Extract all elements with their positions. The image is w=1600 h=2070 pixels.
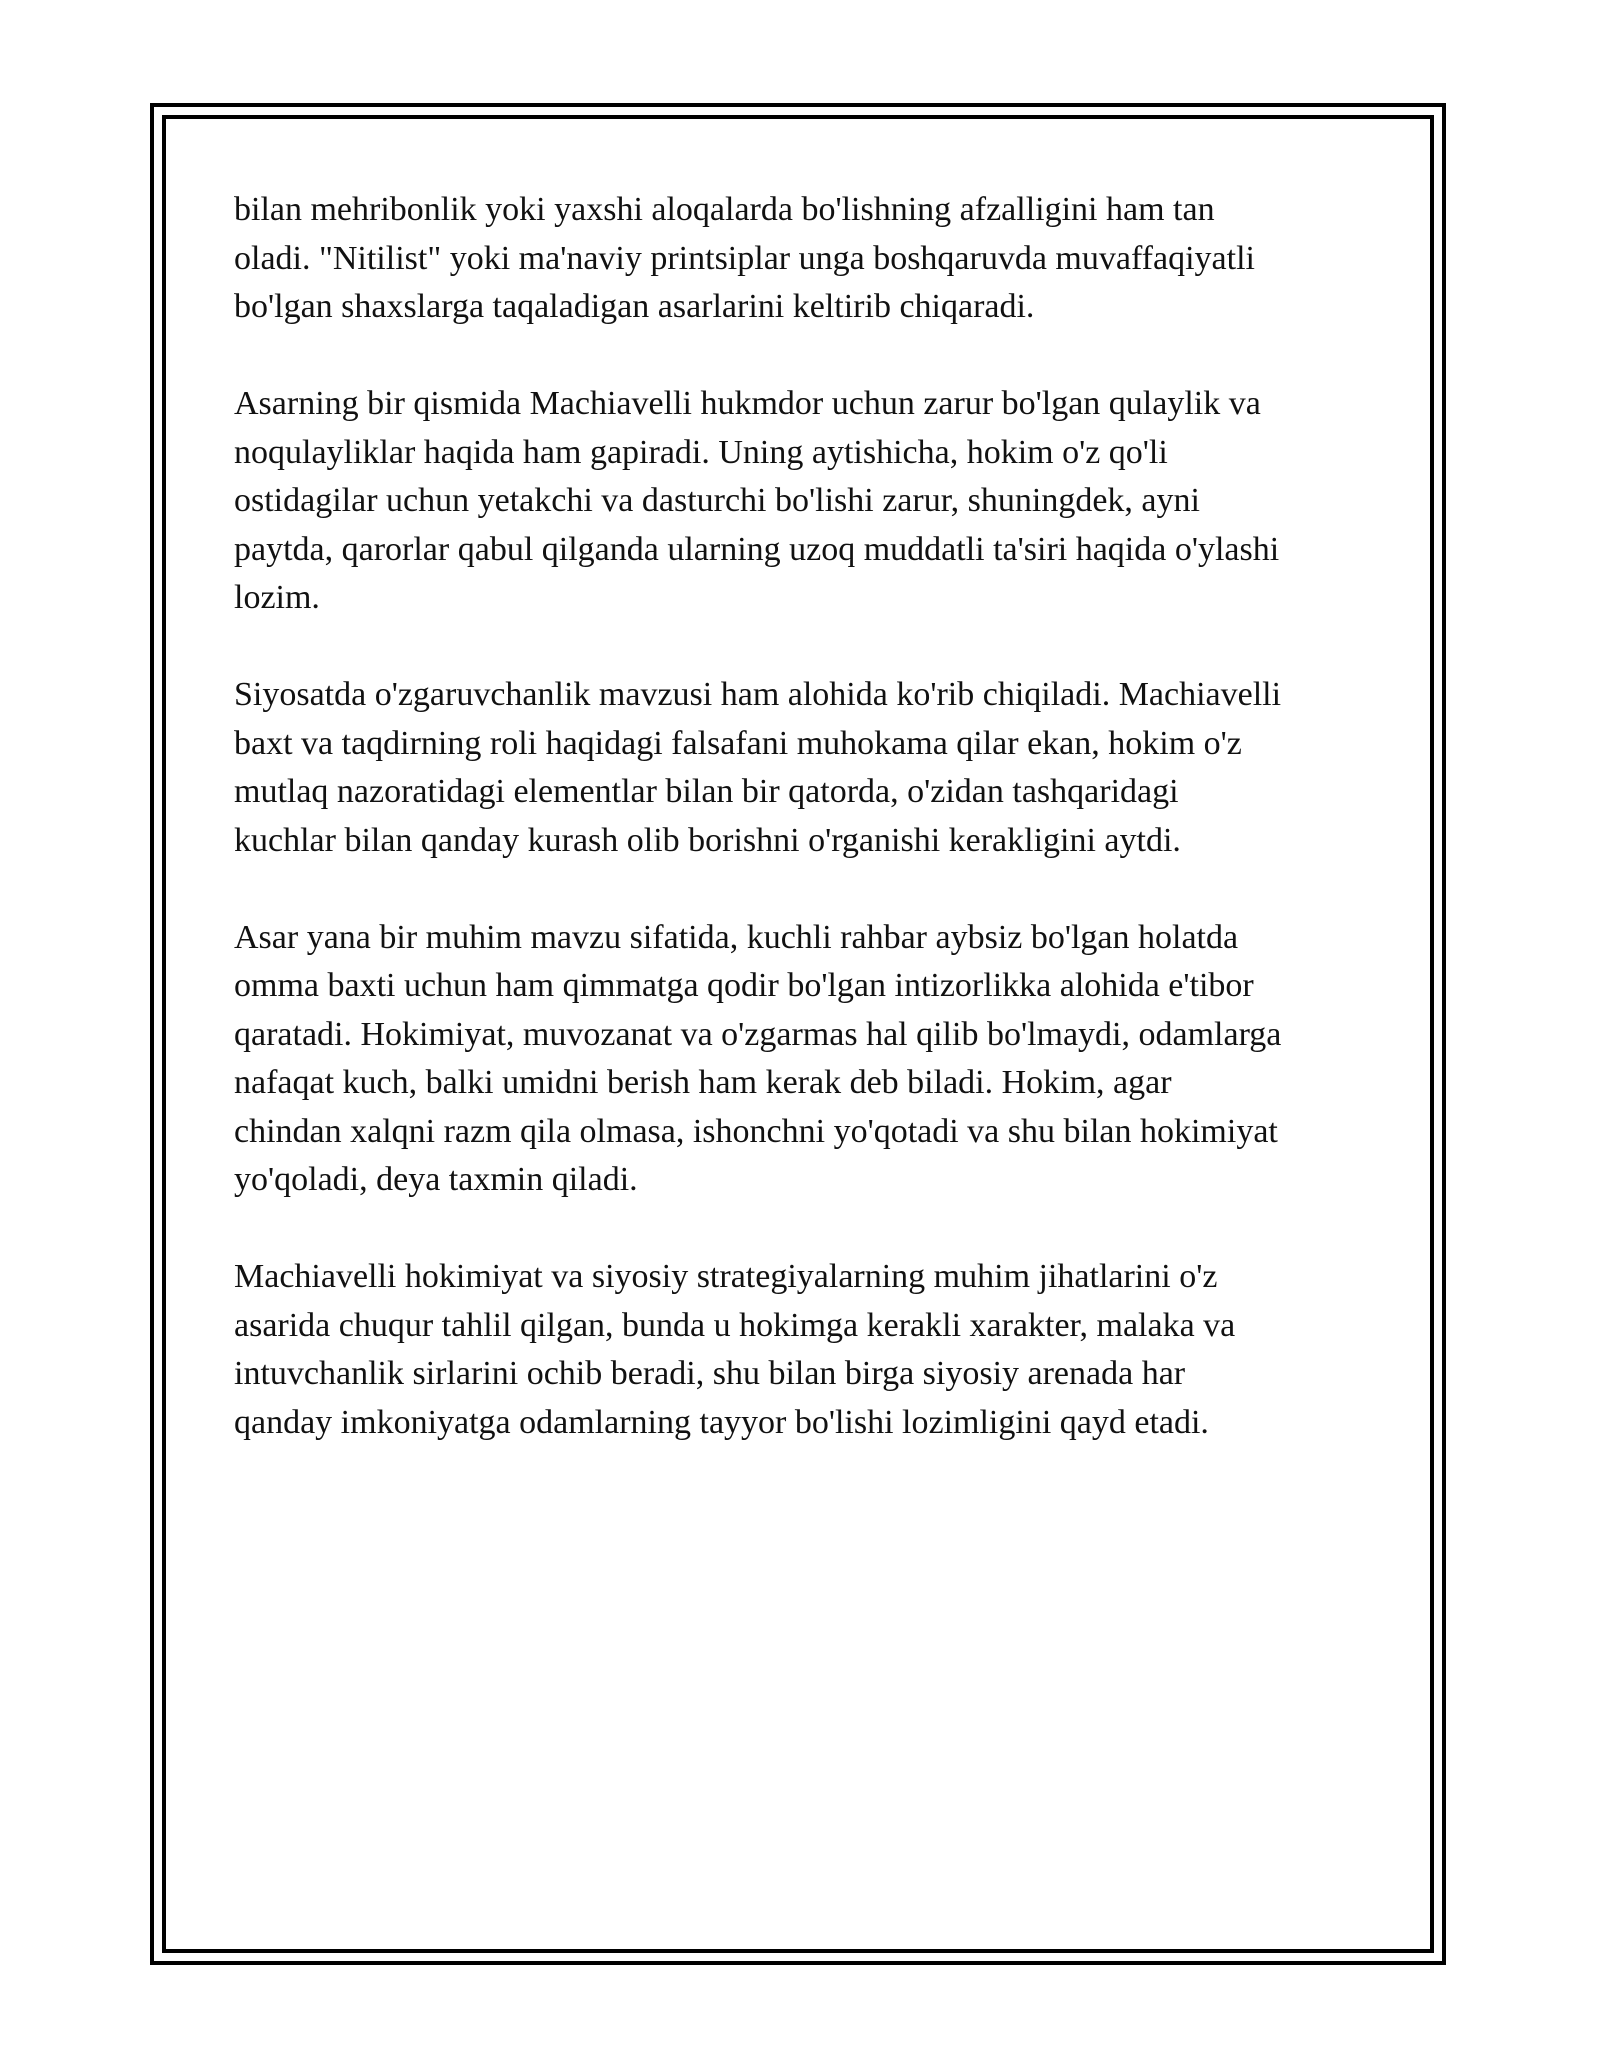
- paragraph-4: Asar yana bir muhim mavzu sifatida, kuchli rahbar aybsiz bo'lgan holatda omma baxti uchun ham qimmatga qodir bo'lgan intizorlikka alohida e'tibor qaratadi. Hokimiyat, muvozanat va o'zgarmas hal qilib bo'lmaydi, odamlarga nafaqat kuch, balki umidni berish ham kerak deb biladi. Hokim, agar chindan xalqni razm qila olmasa, ishonchni yo'qotadi va shu bilan hokimiyat yo'qoladi, deya taxmin qiladi.: [234, 918, 1282, 1198]
- paragraph-3: Siyosatda o'zgaruvchanlik mavzusi ham alohida ko'rib chiqiladi. Machiavelli baxt va taqdirning roli haqidagi falsafani muhokama qilar ekan, hokim o'z mutlaq nazoratidagi elementlar bilan bir qatorda, o'zidan tashqaridagi kuchlar bilan qanday kurash olib borishni o'rganishi kerakligini aytdi.: [234, 676, 1282, 859]
- paragraph-1: bilan mehribonlik yoki yaxshi aloqalarda bo'lishning afzalligini ham tan oladi. "Nitilist" yoki ma'naviy printsiplar unga boshqaruvda muvaffaqiyatli bo'lgan shaxslarga taqaladigan asarlarini keltirib chiqaradi.: [234, 191, 1255, 325]
- document-body: [234, 186, 1374, 1496]
- paragraph-5: Machiavelli hokimiyat va siyosiy strategiyalarning muhim jihatlarini o'z asarida chuqur tahlil qilgan, bunda u hokimga kerakli xarakter, malaka va intuvchanlik sirlarini ochib beradi, shu bilan birga siyosiy arenada har qanday imkoniyatga odamlarning tayyor bo'lishi lozimligini qayd etadi.: [234, 1258, 1236, 1441]
- paragraph-2: Asarning bir qismida Machiavelli hukmdor uchun zarur bo'lgan qulaylik va noqulayliklar haqida ham gapiradi. Uning aytishicha, hokim o'z qo'li ostidagilar uchun yetakchi va dasturchi bo'lishi zarur, shuningdek, ayni paytda, qarorlar qabul qilganda ularning uzoq muddatli ta'siri haqida o'ylashi lozim.: [234, 385, 1280, 616]
